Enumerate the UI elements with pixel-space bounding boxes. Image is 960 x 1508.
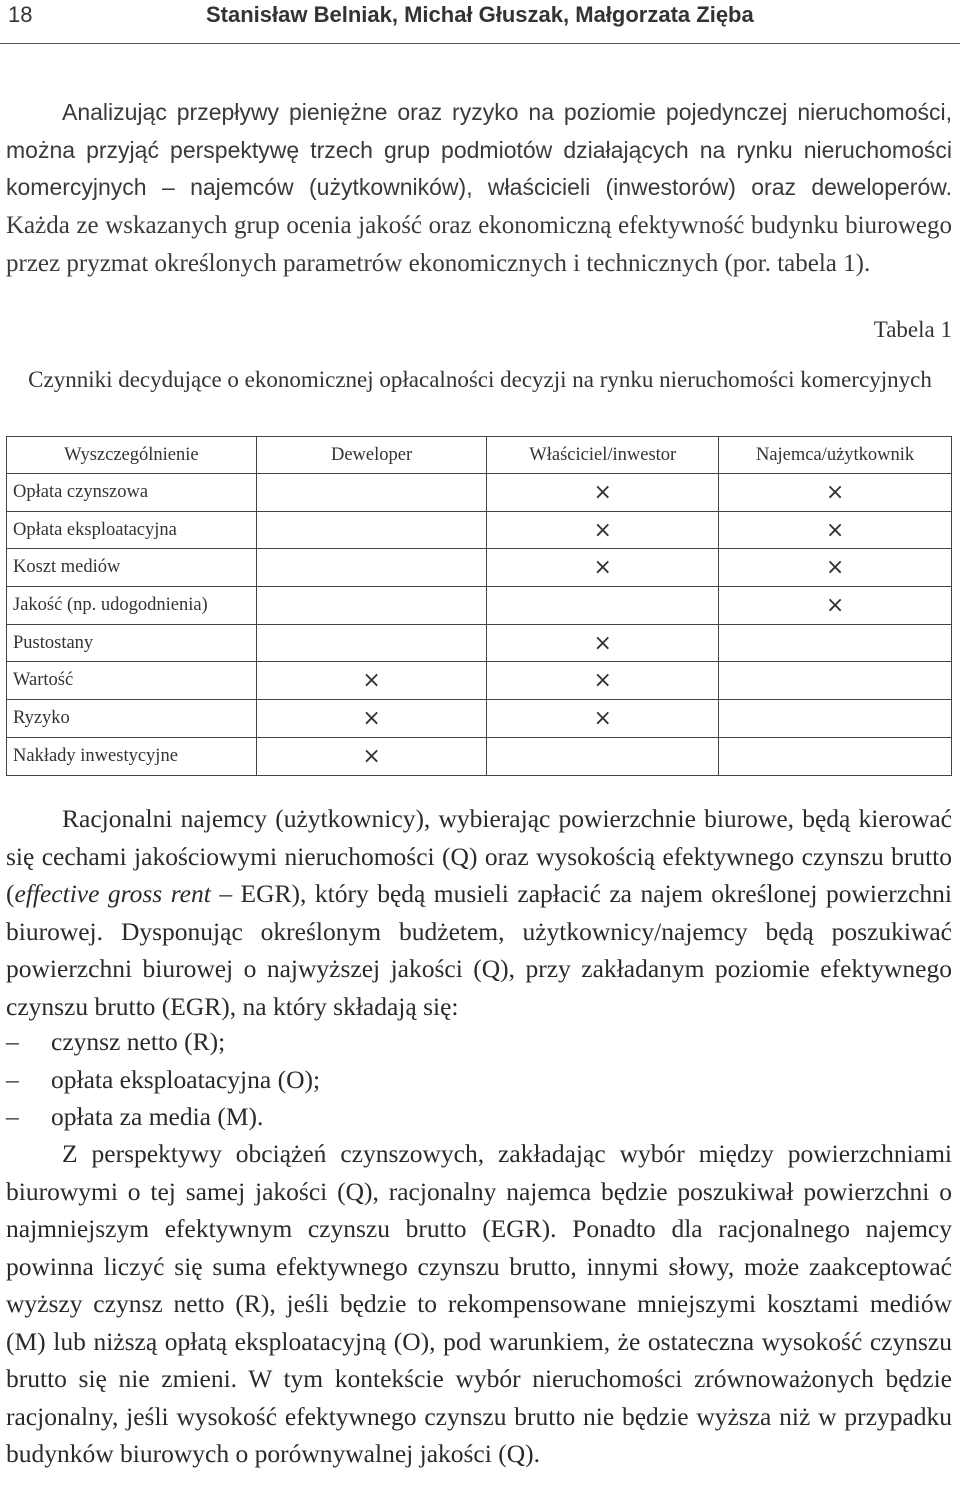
list-item-text: czynsz netto (R); [51,1027,226,1056]
row-label: Jakość (np. udogodnienia) [7,587,257,625]
cell-mark: × [256,700,487,738]
table-row [7,624,952,662]
col-header-owner: Właściciel/inwestor [487,437,719,474]
header-rule [0,43,960,44]
paragraph-tenants-part2: – EGR), który będą musieli zapłacić za najem określonej powierzchni biurowej. Dysponując określonym budżetem, użytkownicy/najemcy będą poszukiwać powierzchni biurowej o najwyższej jakości (Q), przy zakładanym poziomie efektywnego czynszu brutto (EGR), na który składają się: [6,879,952,1021]
table-row [7,662,952,700]
cell-mark: × [719,474,952,512]
cell-mark [256,474,487,512]
cell-mark [487,737,719,775]
page-number: 18 [8,2,33,27]
list-dash: – [6,1027,19,1056]
col-header-item: Wyszczególnienie [7,437,257,474]
cell-mark [256,549,487,587]
table-row [7,511,952,549]
paragraph-rent-burden [6,1135,952,1473]
paragraph-tenants-part1: Racjonalni najemcy (użytkownicy), wybierając powierzchnie biurowe, będą kierować się cechami jakościowymi nieruchomości (Q) oraz wysokością efektywnego czynszu brutto ( [6,804,952,908]
cell-mark: × [256,662,487,700]
cell-mark [256,511,487,549]
table-caption: Czynniki decydujące o ekonomicznej opłacalności decyzji na rynku nieruchomości komercyjnych [28,367,932,392]
row-label: Pustostany [7,624,257,662]
list-item [6,1023,952,1061]
row-label: Koszt mediów [7,549,257,587]
cell-mark: × [719,549,952,587]
cell-mark: × [719,511,952,549]
table-row [7,549,952,587]
cell-mark: × [487,474,719,512]
list-dash: – [6,1064,19,1094]
paragraph-tenants-italic: effective gross rent [14,879,211,908]
paragraph-intro-lead: Analizując przepływy pieniężne oraz ryzyko na poziomie pojedynczej nieruchomości, można przyjąć perspektywę trzech grup podmiotów działających na rynku nieruchomości komercyjnych – najemców (użytkowników), właścicieli (inwestorów) oraz deweloperów. [6,99,952,201]
cell-mark [487,587,719,625]
list-item [6,1061,952,1099]
cell-mark [256,624,487,662]
cell-mark [719,700,952,738]
cell-mark [256,587,487,625]
running-head-authors: Stanisław Belniak, Michał Głuszak, Małgorzata Zięba [206,2,754,27]
table-header-row [7,437,952,474]
cell-mark [719,662,952,700]
table-row [7,737,952,775]
cell-mark [719,624,952,662]
list-dash: – [6,1102,19,1131]
paragraph-intro-rest: Każda ze wskazanych grup ocenia jakość oraz ekonomiczną efektywność budynku biurowego przez pryzmat określonych parametrów ekonomicznych i technicznych (por. tabela 1). [6,212,952,277]
table-row [7,474,952,512]
list-item [6,1098,952,1136]
cell-mark: × [487,624,719,662]
table-label: Tabela 1 [873,317,952,342]
factors-table [6,436,952,776]
paragraph-rent-burden-text: Z perspektywy obciążeń czynszowych, zakładając wybór między powierzchniami biurowymi o tej samej jakości (Q), racjonalny najemca będzie poszukiwał powierzchni o najmniejszym efektywnym czynszu brutto (EGR). Ponadto dla racjonalnego najemcy powinna liczyć się suma efektywnego czynszu brutto, innymi słowy, może zaakceptować wyższy czynsz netto (R), jeśli będzie to rekompensowane mniejszymi kosztami mediów (M) lub niższą opłatą eksploatacyjną (O), pod warunkiem, że ostateczna wysokość czynszu brutto się nie zmieni. W tym kontekście wybór nieruchomości zrównoważonych będzie racjonalny, jeśli wysokość efektywnego czynszu brutto nie będzie wyższa niż w przypadku budynków biurowych o porównywalnej jakości (Q). [6,1139,952,1468]
row-label: Wartość [7,662,257,700]
cell-mark: × [256,737,487,775]
cell-mark [719,737,952,775]
paragraph-tenants [6,800,952,1025]
egr-components-list [6,1023,952,1136]
cell-mark: × [487,662,719,700]
page-header [0,0,960,48]
table-row [7,587,952,625]
table-row [7,700,952,738]
row-label: Ryzyko [7,700,257,738]
cell-mark: × [487,549,719,587]
row-label: Opłata eksploatacyjna [7,511,257,549]
paragraph-intro [6,94,952,283]
col-header-tenant: Najemca/użytkownik [719,437,952,474]
list-item-text: opłata za media (M). [51,1102,264,1131]
row-label: Nakłady inwestycyjne [7,737,257,775]
cell-mark: × [719,587,952,625]
list-item-text: opłata eksploatacyjna (O); [51,1064,321,1094]
row-label: Opłata czynszowa [7,474,257,512]
cell-mark: × [487,511,719,549]
col-header-developer: Deweloper [256,437,487,474]
cell-mark: × [487,700,719,738]
